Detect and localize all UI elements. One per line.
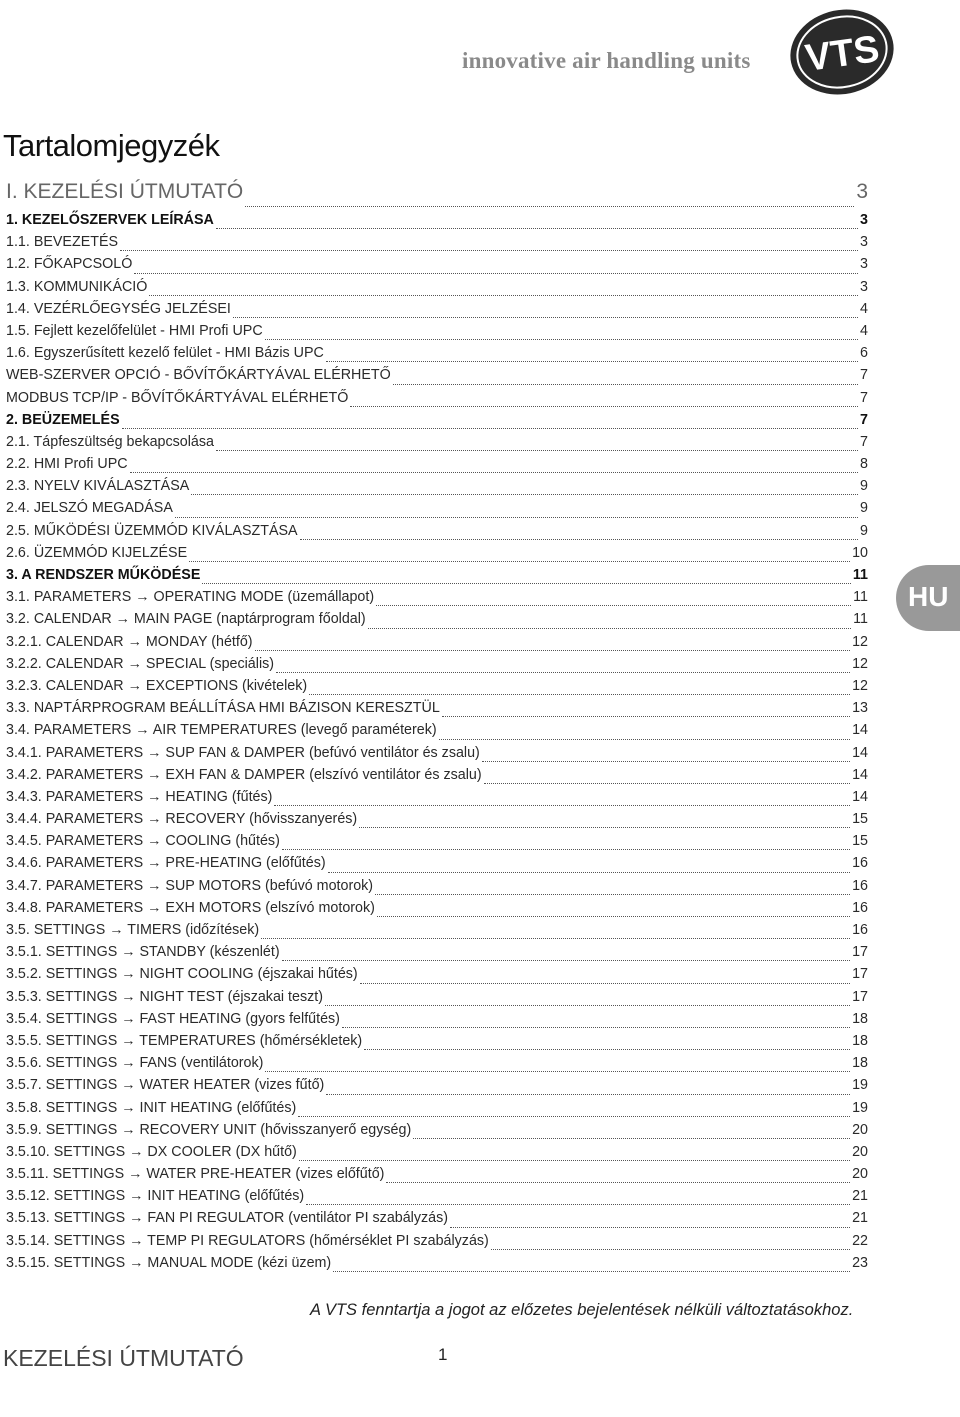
toc-entry — [6, 323, 868, 345]
toc-entry — [6, 367, 868, 389]
toc-leader-dots — [282, 849, 850, 850]
toc-leader-dots — [120, 250, 858, 251]
toc-entry-page: 11 — [853, 589, 868, 606]
toc-entry-page: 14 — [852, 788, 868, 805]
toc-leader-dots — [309, 694, 850, 695]
toc-entry — [6, 634, 868, 656]
toc-leader-dots — [274, 805, 850, 806]
toc-leader-dots — [130, 472, 858, 473]
toc-entry — [6, 523, 868, 545]
toc-entry-label: 3.5.4. SETTINGS → FAST HEATING (gyors felfűtés) — [6, 1010, 340, 1027]
page-title: Tartalomjegyzék — [3, 128, 220, 163]
toc-entry — [6, 1033, 868, 1055]
toc-entry-page: 17 — [852, 944, 868, 961]
toc-entry-label: 3.5.7. SETTINGS → WATER HEATER (vizes fűtő) — [6, 1077, 325, 1094]
toc-entry-page: 3 — [856, 180, 868, 203]
toc-entry-label: 3.5.8. SETTINGS → INIT HEATING (előfűtés) — [6, 1099, 297, 1116]
toc-entry-label: MODBUS TCP/IP - BŐVÍTŐKÁRTYÁVAL ELÉRHETŐ — [6, 389, 349, 406]
toc-leader-dots — [442, 716, 850, 717]
toc-entry-label: 3. A RENDSZER MŰKÖDÉSE — [6, 567, 201, 583]
toc-leader-dots — [393, 384, 858, 385]
toc-leader-dots — [299, 1160, 850, 1161]
toc-leader-dots — [216, 450, 858, 451]
toc-entry-page: 10 — [852, 544, 868, 561]
toc-entry-label: 3.4.1. PARAMETERS → SUP FAN & DAMPER (befúvó ventilátor és zsalu) — [6, 744, 480, 761]
toc-entry-page: 20 — [852, 1121, 868, 1138]
toc-entry-label: 1.4. VEZÉRLŐEGYSÉG JELZÉSEI — [6, 300, 231, 317]
toc-entry-label: 3.5.3. SETTINGS → NIGHT TEST (éjszakai teszt) — [6, 988, 323, 1005]
toc-entry — [6, 700, 868, 722]
toc-leader-dots — [255, 650, 851, 651]
toc-entry-page: 7 — [860, 411, 868, 428]
toc-entry-page: 22 — [852, 1232, 868, 1249]
toc-entry-label: 2.2. HMI Profi UPC — [6, 456, 128, 473]
toc-leader-dots — [298, 1116, 850, 1117]
toc-entry-label: 3.5.6. SETTINGS → FANS (ventilátorok) — [6, 1055, 264, 1072]
toc-entry-page: 6 — [860, 345, 868, 362]
toc-entry-page: 9 — [860, 522, 868, 539]
toc-leader-dots — [450, 1227, 850, 1228]
toc-entry — [6, 833, 868, 855]
toc-entry-label: 3.2.2. CALENDAR → SPECIAL (speciális) — [6, 655, 275, 672]
toc-entry — [6, 567, 868, 589]
toc-entry — [6, 1255, 868, 1277]
toc-entry — [6, 456, 868, 478]
toc-entry-page: 21 — [852, 1210, 868, 1227]
toc-entry — [6, 1100, 868, 1122]
language-tab — [896, 565, 960, 631]
toc-leader-dots — [333, 1271, 850, 1272]
toc-entry-page: 23 — [852, 1254, 868, 1271]
toc-leader-dots — [191, 494, 858, 495]
toc-leader-dots — [233, 317, 858, 318]
toc-entry — [6, 811, 868, 833]
toc-leader-dots — [386, 1182, 850, 1183]
toc-entry-label: 3.4.3. PARAMETERS → HEATING (fűtés) — [6, 788, 273, 805]
toc-entry — [6, 1233, 868, 1255]
toc-leader-dots — [482, 761, 850, 762]
toc-leader-dots — [300, 539, 858, 540]
toc-entry-label: 3.2. CALENDAR → MAIN PAGE (naptárprogram főoldal) — [6, 611, 366, 628]
toc-entry-page: 7 — [860, 389, 868, 406]
toc-entry-label: 3.5.2. SETTINGS → NIGHT COOLING (éjszakai hűtés) — [6, 966, 358, 983]
toc-entry-label: 3.5.11. SETTINGS → WATER PRE-HEATER (vizes előfűtő) — [6, 1166, 385, 1183]
toc-entry — [6, 767, 868, 789]
toc-entry-page: 17 — [852, 966, 868, 983]
toc-entry — [6, 345, 868, 367]
toc-entry — [6, 1166, 868, 1188]
toc-entry-page: 7 — [860, 433, 868, 450]
toc-entry — [6, 279, 868, 301]
toc-entry-label: 3.5.15. SETTINGS → MANUAL MODE (kézi üzem) — [6, 1254, 332, 1271]
toc-entry-page: 11 — [852, 567, 868, 583]
footer-page-number: 1 — [438, 1345, 448, 1364]
toc-entry — [6, 922, 868, 944]
toc-entry-label: 3.5.5. SETTINGS → TEMPERATURES (hőmérsékletek) — [6, 1032, 363, 1049]
toc-entry-page: 3 — [860, 234, 868, 251]
toc-leader-dots — [491, 1249, 850, 1250]
toc-leader-dots — [368, 628, 851, 629]
toc-entry — [6, 1077, 868, 1099]
toc-entry-label: 3.4.6. PARAMETERS → PRE-HEATING (előfűtés) — [6, 855, 326, 872]
toc-entry-page: 14 — [852, 766, 868, 783]
toc-entry-label: 1.6. Egyszerűsített kezelő felület - HMI Bázis UPC — [6, 345, 324, 362]
language-tab-label: HU — [908, 581, 949, 612]
toc-entry-label: WEB-SZERVER OPCIÓ - BŐVÍTŐKÁRTYÁVAL ELÉRHETŐ — [6, 367, 391, 384]
toc-leader-dots — [484, 783, 850, 784]
toc-entry-label: 3.5.1. SETTINGS → STANDBY (készenlét) — [6, 944, 280, 961]
toc-entry — [6, 390, 868, 412]
toc-entry-page: 3 — [860, 278, 868, 295]
toc-entry-page: 3 — [860, 212, 868, 228]
toc-entry-label: 3.5.9. SETTINGS → RECOVERY UNIT (hővisszanyerő egység) — [6, 1121, 412, 1138]
toc-entry-page: 16 — [852, 855, 868, 872]
toc-entry — [6, 944, 868, 966]
toc-entry — [6, 500, 868, 522]
toc-entry-label: 1.1. BEVEZETÉS — [6, 234, 119, 251]
toc-entry-page: 12 — [852, 677, 868, 694]
toc-entry-label: 3.1. PARAMETERS → OPERATING MODE (üzemállapot) — [6, 589, 375, 606]
toc-entry — [6, 478, 868, 500]
toc-entry — [6, 256, 868, 278]
toc-entry-label: 3.5.13. SETTINGS → FAN PI REGULATOR (ventilátor PI szabályzás) — [6, 1210, 449, 1227]
toc-entry-label: 3.4.7. PARAMETERS → SUP MOTORS (befúvó motorok) — [6, 877, 374, 894]
toc-entry-label: 3.2.1. CALENDAR → MONDAY (hétfő) — [6, 633, 253, 650]
toc-leader-dots — [134, 273, 858, 274]
disclaimer: A VTS fenntartja a jogot az előzetes bejelentések nélküli változtatásokhoz. — [310, 1301, 854, 1319]
toc-leader-dots — [377, 916, 850, 917]
vts-logo — [786, 6, 898, 98]
toc-entry-label: 1.2. FŐKAPCSOLÓ — [6, 256, 133, 273]
toc-entry — [6, 1122, 868, 1144]
toc-entry-label: 3.4.4. PARAMETERS → RECOVERY (hővisszanyerés) — [6, 811, 358, 828]
toc-entry-page: 12 — [852, 633, 868, 650]
toc-entry-page: 18 — [852, 1032, 868, 1049]
toc-entry-label: 1. KEZELŐSZERVEK LEÍRÁSA — [6, 212, 214, 228]
toc-entry-page: 4 — [860, 322, 868, 339]
toc-entry-page: 16 — [852, 877, 868, 894]
toc-entry-page: 19 — [852, 1099, 868, 1116]
toc-entry-label: 2.3. NYELV KIVÁLASZTÁSA — [6, 478, 190, 495]
toc-entry — [6, 745, 868, 767]
toc-entry-page: 15 — [852, 833, 868, 850]
toc-entry-label: 3.5.10. SETTINGS → DX COOLER (DX hűtő) — [6, 1143, 297, 1160]
toc-entry-page: 15 — [852, 811, 868, 828]
toc-entry — [6, 180, 868, 212]
toc-entry — [6, 1055, 868, 1077]
toc-leader-dots — [245, 206, 854, 207]
toc-entry-page: 20 — [852, 1166, 868, 1183]
toc-entry — [6, 878, 868, 900]
toc-leader-dots — [375, 894, 850, 895]
toc-leader-dots — [326, 1094, 850, 1095]
toc-entry-page: 19 — [852, 1077, 868, 1094]
toc-entry-page: 9 — [860, 500, 868, 517]
toc-entry-page: 4 — [860, 300, 868, 317]
toc-entry-page: 16 — [852, 899, 868, 916]
toc-leader-dots — [364, 1049, 850, 1050]
toc-leader-dots — [189, 561, 850, 562]
toc-leader-dots — [439, 739, 850, 740]
toc-leader-dots — [216, 228, 858, 229]
toc-leader-dots — [326, 361, 858, 362]
toc-leader-dots — [202, 583, 851, 584]
toc-entry-page: 14 — [852, 744, 868, 761]
toc-leader-dots — [149, 295, 858, 296]
toc-leader-dots — [359, 827, 850, 828]
toc-entry-label: 3.5.12. SETTINGS → INIT HEATING (előfűtés) — [6, 1188, 305, 1205]
toc-entry-label: 3.2.3. CALENDAR → EXCEPTIONS (kivételek) — [6, 677, 308, 694]
toc-leader-dots — [328, 872, 850, 873]
toc-entry-label: 3.4.2. PARAMETERS → EXH FAN & DAMPER (elszívó ventilátor és zsalu) — [6, 766, 482, 783]
toc-leader-dots — [350, 406, 858, 407]
toc-entry-label: 3.4.5. PARAMETERS → COOLING (hűtés) — [6, 833, 280, 850]
toc-entry-page: 14 — [852, 722, 868, 739]
toc-entry-page: 7 — [860, 367, 868, 384]
toc-entry-label: 2.6. ÜZEMMÓD KIJELZÉSE — [6, 544, 188, 561]
toc-leader-dots — [276, 672, 850, 673]
toc-entry-page: 21 — [852, 1188, 868, 1205]
toc-entry-label: 2.1. Tápfeszültség bekapcsolása — [6, 433, 214, 450]
toc-entry — [6, 212, 868, 234]
toc-entry-label: 1.3. KOMMUNIKÁCIÓ — [6, 278, 148, 295]
toc-leader-dots — [376, 605, 851, 606]
toc-entry-page: 13 — [852, 700, 868, 717]
toc-leader-dots — [261, 938, 850, 939]
toc-entry — [6, 789, 868, 811]
toc-leader-dots — [306, 1204, 850, 1205]
toc-leader-dots — [342, 1027, 850, 1028]
toc-entry-page: 3 — [860, 256, 868, 273]
toc-entry-label: 2.4. JELSZÓ MEGADÁSA — [6, 500, 173, 517]
toc-entry — [6, 589, 868, 611]
toc-leader-dots — [122, 428, 858, 429]
toc-entry-label: 3.5.14. SETTINGS → TEMP PI REGULATORS (hőmérséklet PI szabályzás) — [6, 1232, 489, 1249]
toc-leader-dots — [175, 517, 858, 518]
toc-entry — [6, 434, 868, 456]
toc-entry-label: I. KEZELÉSI ÚTMUTATÓ — [6, 180, 244, 203]
toc-entry — [6, 678, 868, 700]
toc-entry-page: 11 — [853, 611, 868, 628]
toc-entry — [6, 966, 868, 988]
toc-entry-label: 3.3. NAPTÁRPROGRAM BEÁLLÍTÁSA HMI BÁZISON KERESZTÜL — [6, 700, 440, 717]
toc-entry — [6, 545, 868, 567]
toc-entry — [6, 611, 868, 633]
toc-leader-dots — [413, 1138, 850, 1139]
toc-entry-label: 3.5. SETTINGS → TIMERS (időzítések) — [6, 922, 260, 938]
toc-entry-label: 1.5. Fejlett kezelőfelület - HMI Profi UPC — [6, 322, 263, 339]
toc-entry-page: 9 — [860, 478, 868, 495]
toc-entry — [6, 1144, 868, 1166]
toc-entry-label: 2. BEÜZEMELÉS — [6, 411, 120, 428]
header-tagline: innovative air handling units — [462, 48, 751, 73]
toc-entry-page: 20 — [852, 1143, 868, 1160]
toc-entry — [6, 900, 868, 922]
toc-entry — [6, 855, 868, 877]
toc-entry — [6, 301, 868, 323]
toc-entry-page: 8 — [860, 456, 868, 473]
toc-entry-page: 17 — [852, 988, 868, 1005]
toc-leader-dots — [265, 1071, 850, 1072]
toc-leader-dots — [325, 1005, 850, 1006]
toc-entry — [6, 989, 868, 1011]
toc-leader-dots — [360, 983, 850, 984]
toc-entry-page: 16 — [852, 922, 868, 938]
toc-leader-dots — [282, 960, 851, 961]
table-of-contents — [6, 180, 868, 1277]
toc-entry-page: 18 — [852, 1055, 868, 1072]
toc-entry — [6, 234, 868, 256]
toc-entry — [6, 1188, 868, 1210]
toc-entry — [6, 1210, 868, 1232]
toc-entry — [6, 412, 868, 434]
toc-entry-label: 3.4. PARAMETERS → AIR TEMPERATURES (levegő paraméterek) — [6, 722, 437, 739]
toc-entry — [6, 656, 868, 678]
toc-leader-dots — [265, 339, 858, 340]
toc-entry-page: 12 — [852, 655, 868, 672]
toc-entry-page: 18 — [852, 1010, 868, 1027]
footer-manual-title: KEZELÉSI ÚTMUTATÓ — [3, 1345, 244, 1371]
toc-entry — [6, 722, 868, 744]
toc-entry — [6, 1011, 868, 1033]
toc-entry-label: 3.4.8. PARAMETERS → EXH MOTORS (elszívó motorok) — [6, 899, 375, 916]
vts-logo-text: VTS — [802, 28, 882, 80]
toc-entry-label: 2.5. MŰKÖDÉSI ÜZEMMÓD KIVÁLASZTÁSA — [6, 522, 298, 539]
